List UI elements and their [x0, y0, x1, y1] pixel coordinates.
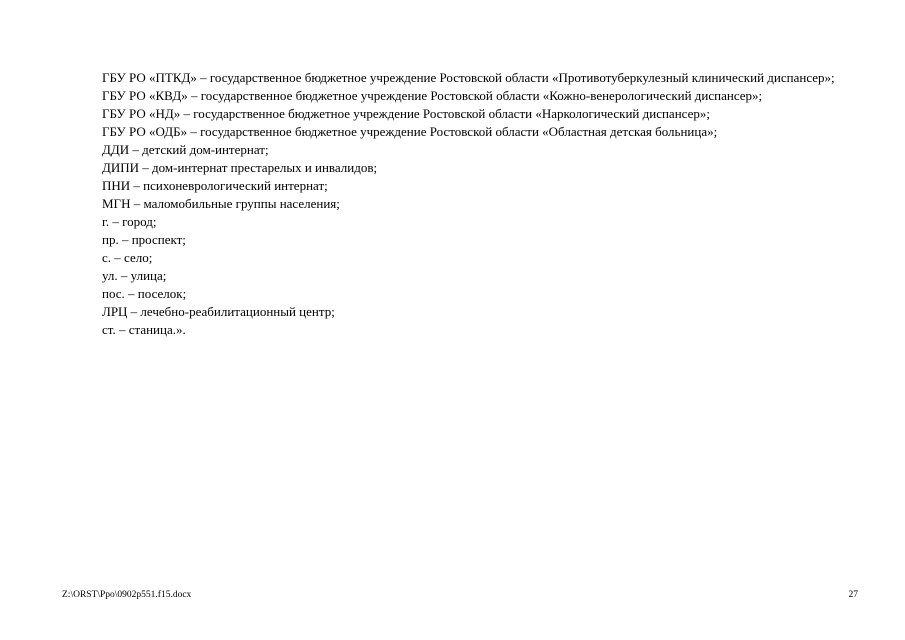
footer-file-path: Z:\ORST\Ppo\0902p551.f15.docx — [62, 590, 192, 600]
abbreviation-stanitsa: ст. – станица.». — [102, 322, 186, 337]
abbreviation-mgn: МГН – маломобильные группы населения; — [102, 196, 340, 211]
abbreviation-gorod: г. – город; — [102, 214, 157, 229]
abbreviation-ptkd: ГБУ РО «ПТКД» – государственное бюджетное учреждение Ростовской области «Противотуберкулезный клинический диспансер»; — [102, 70, 835, 85]
abbreviation-poselok: пос. – поселок; — [102, 286, 187, 301]
abbreviation-ulitsa: ул. – улица; — [102, 268, 167, 283]
abbreviation-prospekt: пр. – проспект; — [102, 232, 186, 247]
abbreviation-dipi: ДИПИ – дом-интернат престарелых и инвалидов; — [102, 160, 378, 175]
page-footer — [62, 588, 858, 602]
footer-page-number: 27 — [848, 590, 858, 600]
abbreviation-pni: ПНИ – психоневрологический интернат; — [102, 178, 328, 193]
abbreviation-nd: ГБУ РО «НД» – государственное бюджетное учреждение Ростовской области «Наркологический диспансер»; — [102, 106, 710, 121]
abbreviation-lrc: ЛРЦ – лечебно-реабилитационный центр; — [102, 304, 335, 319]
abbreviation-selo: с. – село; — [102, 250, 153, 265]
abbreviation-odb: ГБУ РО «ОДБ» – государственное бюджетное учреждение Ростовской области «Областная детская больница»; — [102, 124, 718, 139]
document-body — [62, 69, 858, 339]
abbreviation-kvd: ГБУ РО «КВД» – государственное бюджетное учреждение Ростовской области «Кожно-венерологический диспансер»; — [102, 88, 763, 103]
abbreviation-ddi: ДДИ – детский дом-интернат; — [102, 142, 269, 157]
